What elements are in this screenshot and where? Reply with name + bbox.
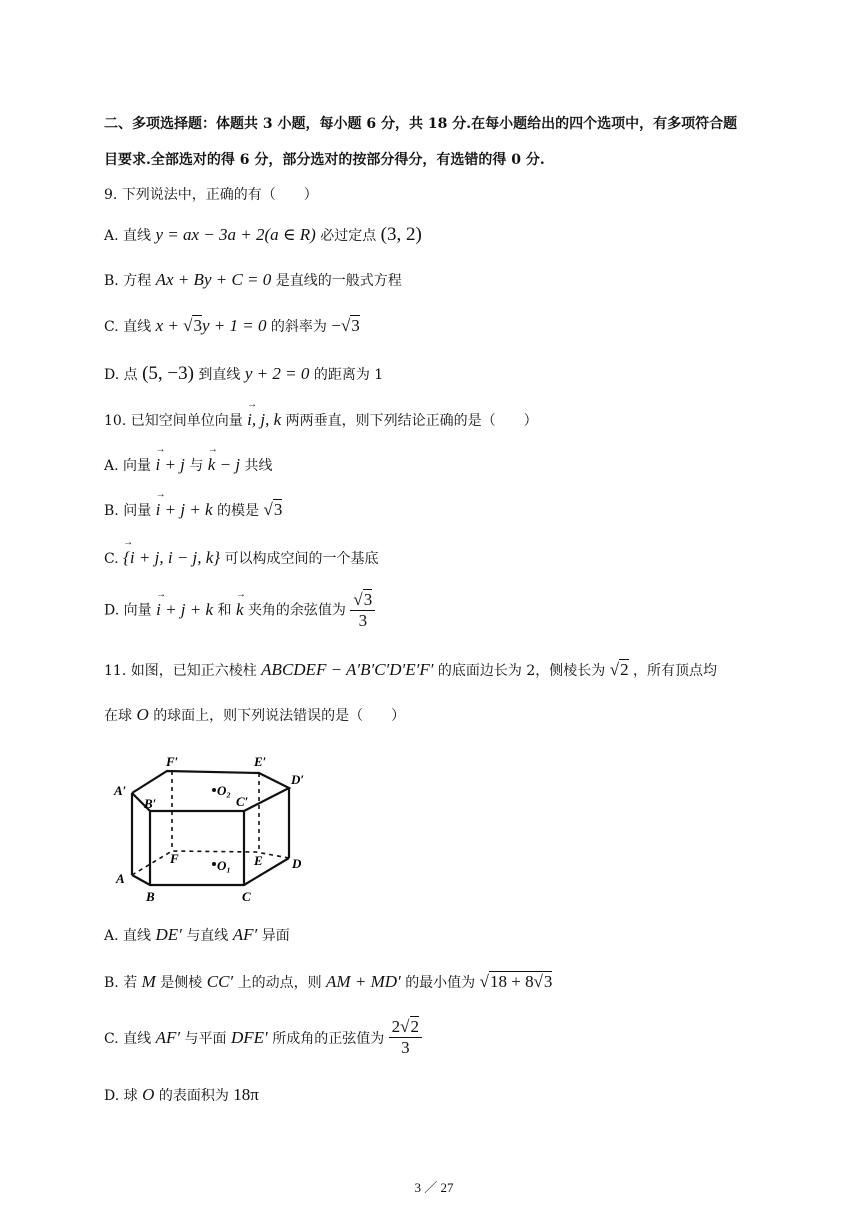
- center-O2-dot: [212, 788, 216, 792]
- q11-c-text1: 与平面: [184, 1030, 227, 1047]
- q11-c-denominator: 3: [401, 1038, 410, 1057]
- q11-stem-line2-suffix: 的球面上，则下列说法错误的是（ ）: [153, 708, 406, 724]
- q11-c-math2: DFE′: [230, 1027, 268, 1047]
- q11-c-math1: AF′: [155, 1027, 181, 1047]
- page-number: 3 ／ 27: [414, 1180, 454, 1195]
- q10-c-prefix: C.: [104, 551, 119, 567]
- q11-d-text1: 的表面积为: [158, 1088, 229, 1104]
- q9-d-prefix: D. 点: [104, 367, 138, 383]
- prism-hidden-edges: [132, 771, 289, 875]
- q10-d-math1: → i + j + k: [156, 600, 213, 620]
- q11-stem-line1: [104, 660, 717, 680]
- q11-stem-suffix: ，所有顶点均: [633, 663, 718, 679]
- q11-a-text2: 异面: [261, 928, 290, 944]
- q11-stem-math: ABCDEF − A′B′C′D′E′F′: [261, 660, 434, 679]
- q11-a-prefix: A. 直线: [104, 928, 152, 944]
- q10-c-text: 可以构成空间的一个基底: [224, 551, 379, 567]
- q9-c-math: x + √3y + 1 = 0: [155, 316, 267, 335]
- q9-c-math-left: x +: [155, 316, 184, 335]
- q9-d-text1: 到直线: [198, 367, 241, 383]
- q11-stem-prefix: 11. 如图，已知正六棱柱: [104, 663, 257, 679]
- q11-option-a: [104, 925, 290, 945]
- q11-b-math3: AM + MD′: [326, 972, 401, 991]
- q11-stem-root-wrap: √2: [609, 660, 629, 679]
- q11-c-fraction: [389, 1017, 422, 1058]
- q9-d-text2: 的距离为 1: [313, 367, 384, 383]
- q9-a-prefix: A. 直线: [104, 228, 152, 244]
- label-A: A: [116, 871, 125, 886]
- q10-d-math2: → k: [236, 600, 244, 620]
- q9-a-math1: y = ax − 3a + 2(a ∈ R): [155, 225, 316, 244]
- q9-a-text: 必过定点: [320, 228, 377, 244]
- q10-stem: [104, 410, 538, 430]
- section-header-line2: 目要求.全部选对的得 6 分，部分选对的按部分得分，有选错的得 0 分.: [104, 152, 545, 168]
- center-O1-dot: [212, 862, 216, 866]
- section-header-line1: 二、多项选择题：体题共 3 小题，每小题 6 分，共 18 分.在每小题给出的四个选项中，有多项符合题: [104, 116, 738, 132]
- q10-d-prefix: D. 向量: [104, 602, 152, 619]
- q11-c-text2: 所成角的正弦值为: [272, 1030, 385, 1047]
- q10-b-text: 的模是: [217, 503, 260, 519]
- q10-d-denominator: 3: [358, 611, 368, 630]
- q10-a-math1: → i + j: [155, 455, 184, 475]
- q11-d-math1: O: [142, 1085, 155, 1104]
- q10-option-b: [104, 500, 282, 520]
- q10-stem-vectors: → i, j, k: [247, 410, 281, 430]
- q9-a-math2: (3, 2): [380, 224, 422, 245]
- label-O1: O₁: [217, 858, 231, 873]
- q9-c-math-right: y + 1 = 0: [201, 316, 267, 335]
- q9-d-math2: y + 2 = 0: [244, 364, 310, 383]
- q11-stem-root: 2: [620, 660, 629, 679]
- q11-c-text-wrap: [104, 1028, 384, 1048]
- q9-c-ans-root: 3: [351, 316, 360, 335]
- label-B1: B′: [144, 796, 157, 811]
- bottom-visible-edges: [132, 858, 289, 885]
- q10-b-prefix: B. 问量: [104, 503, 152, 519]
- prism-solid-edges: [132, 771, 289, 885]
- q11-a-math1: DE′: [155, 925, 182, 944]
- q11-d-prefix: D. 球: [104, 1088, 138, 1104]
- q9-d-math1: (5, −3): [142, 363, 194, 384]
- q10-b-answer: √3: [263, 500, 283, 519]
- q11-a-text1: 与直线: [186, 928, 229, 944]
- q9-c-prefix: C. 直线: [104, 319, 152, 335]
- q11-option-c: [104, 1017, 422, 1058]
- label-E: E: [254, 853, 263, 868]
- q11-c-prefix: C. 直线: [104, 1030, 152, 1047]
- label-D: D: [292, 856, 302, 871]
- q10-b-root: 3: [273, 500, 283, 519]
- label-C1: C′: [236, 794, 249, 809]
- q9-b-prefix: B. 方程: [104, 273, 152, 289]
- q10-option-d: [104, 590, 375, 631]
- q10-d-numerator: √3: [350, 590, 375, 611]
- q11-b-text1: 是侧棱: [160, 975, 203, 991]
- q10-a-math2: → k − j: [208, 455, 240, 475]
- q11-stem-line2: [104, 705, 405, 725]
- q9-c-ans-sign: −: [331, 316, 341, 335]
- q9-option-d: [104, 363, 383, 385]
- q9-c-text: 的斜率为: [270, 319, 327, 335]
- q9-b-math: Ax + By + C = 0: [155, 270, 272, 289]
- q9-option-c: [104, 316, 360, 336]
- q11-c-num-root: 2: [410, 1017, 419, 1036]
- q10-stem-suffix: 两两垂直，则下列结论正确的是（ ）: [285, 413, 538, 429]
- q11-b-prefix: B. 若: [104, 975, 138, 991]
- q11-b-text3: 的最小值为: [405, 975, 476, 991]
- q11-b-answer-radicand: 18 + 8√3: [489, 972, 553, 991]
- q11-option-b: [104, 972, 552, 992]
- q11-b-root-left: 18 + 8: [489, 972, 534, 991]
- q10-d-text: 夹角的余弦值为: [247, 602, 346, 619]
- q9-c-answer: −√3: [331, 316, 360, 335]
- q11-option-d: [104, 1085, 259, 1105]
- q9-c-math-root: 3: [193, 316, 202, 335]
- q10-d-and: 和: [217, 602, 232, 619]
- label-D1: D′: [291, 772, 305, 787]
- q11-a-math2: AF′: [232, 925, 258, 944]
- hexagonal-prism-figure: [104, 748, 324, 913]
- label-F: F: [170, 851, 179, 866]
- q11-b-math1: M: [141, 972, 156, 991]
- q11-stem-line2-math: O: [136, 705, 149, 724]
- q10-a-text: 共线: [244, 458, 273, 474]
- q10-b-math: → i + j + k: [156, 500, 213, 520]
- label-C: C: [242, 889, 251, 904]
- q10-a-prefix: A. 向量: [104, 458, 152, 474]
- q10-stem-prefix: 10. 已知空间单位向量: [104, 413, 243, 429]
- q11-c-num-coef: 2: [391, 1017, 401, 1036]
- q9-b-text: 是直线的一般式方程: [275, 273, 402, 289]
- q10-a-with: 与: [189, 458, 204, 474]
- q11-stem-mid: 的底面边长为 2，侧棱长为: [437, 663, 606, 679]
- label-A1: A′: [114, 783, 127, 798]
- label-F1: F′: [166, 754, 179, 769]
- q10-d-num-root: 3: [363, 590, 373, 609]
- label-B: B: [146, 889, 155, 904]
- q11-b-text2: 上的动点，则: [237, 975, 322, 991]
- q9-stem: 9. 下列说法中，正确的有（ ）: [104, 187, 318, 203]
- q11-b-root-inner: 3: [543, 972, 553, 991]
- q11-d-math2: 18π: [233, 1085, 259, 1104]
- label-O2: O₂: [217, 783, 231, 798]
- q11-b-answer: √18 + 8√3: [479, 972, 553, 991]
- q11-b-math2: CC′: [206, 972, 234, 991]
- label-E1: E′: [254, 754, 267, 769]
- q11-stem-line2-prefix: 在球: [104, 708, 132, 724]
- q10-option-a: [104, 455, 273, 475]
- q10-option-c: [104, 548, 379, 568]
- q10-c-math: → {i + j, i − j, k}: [123, 548, 220, 568]
- q10-d-fraction: [350, 590, 375, 631]
- q11-c-numerator: 2√2: [389, 1017, 422, 1038]
- q9-option-b: [104, 270, 402, 290]
- q9-option-a: [104, 224, 422, 246]
